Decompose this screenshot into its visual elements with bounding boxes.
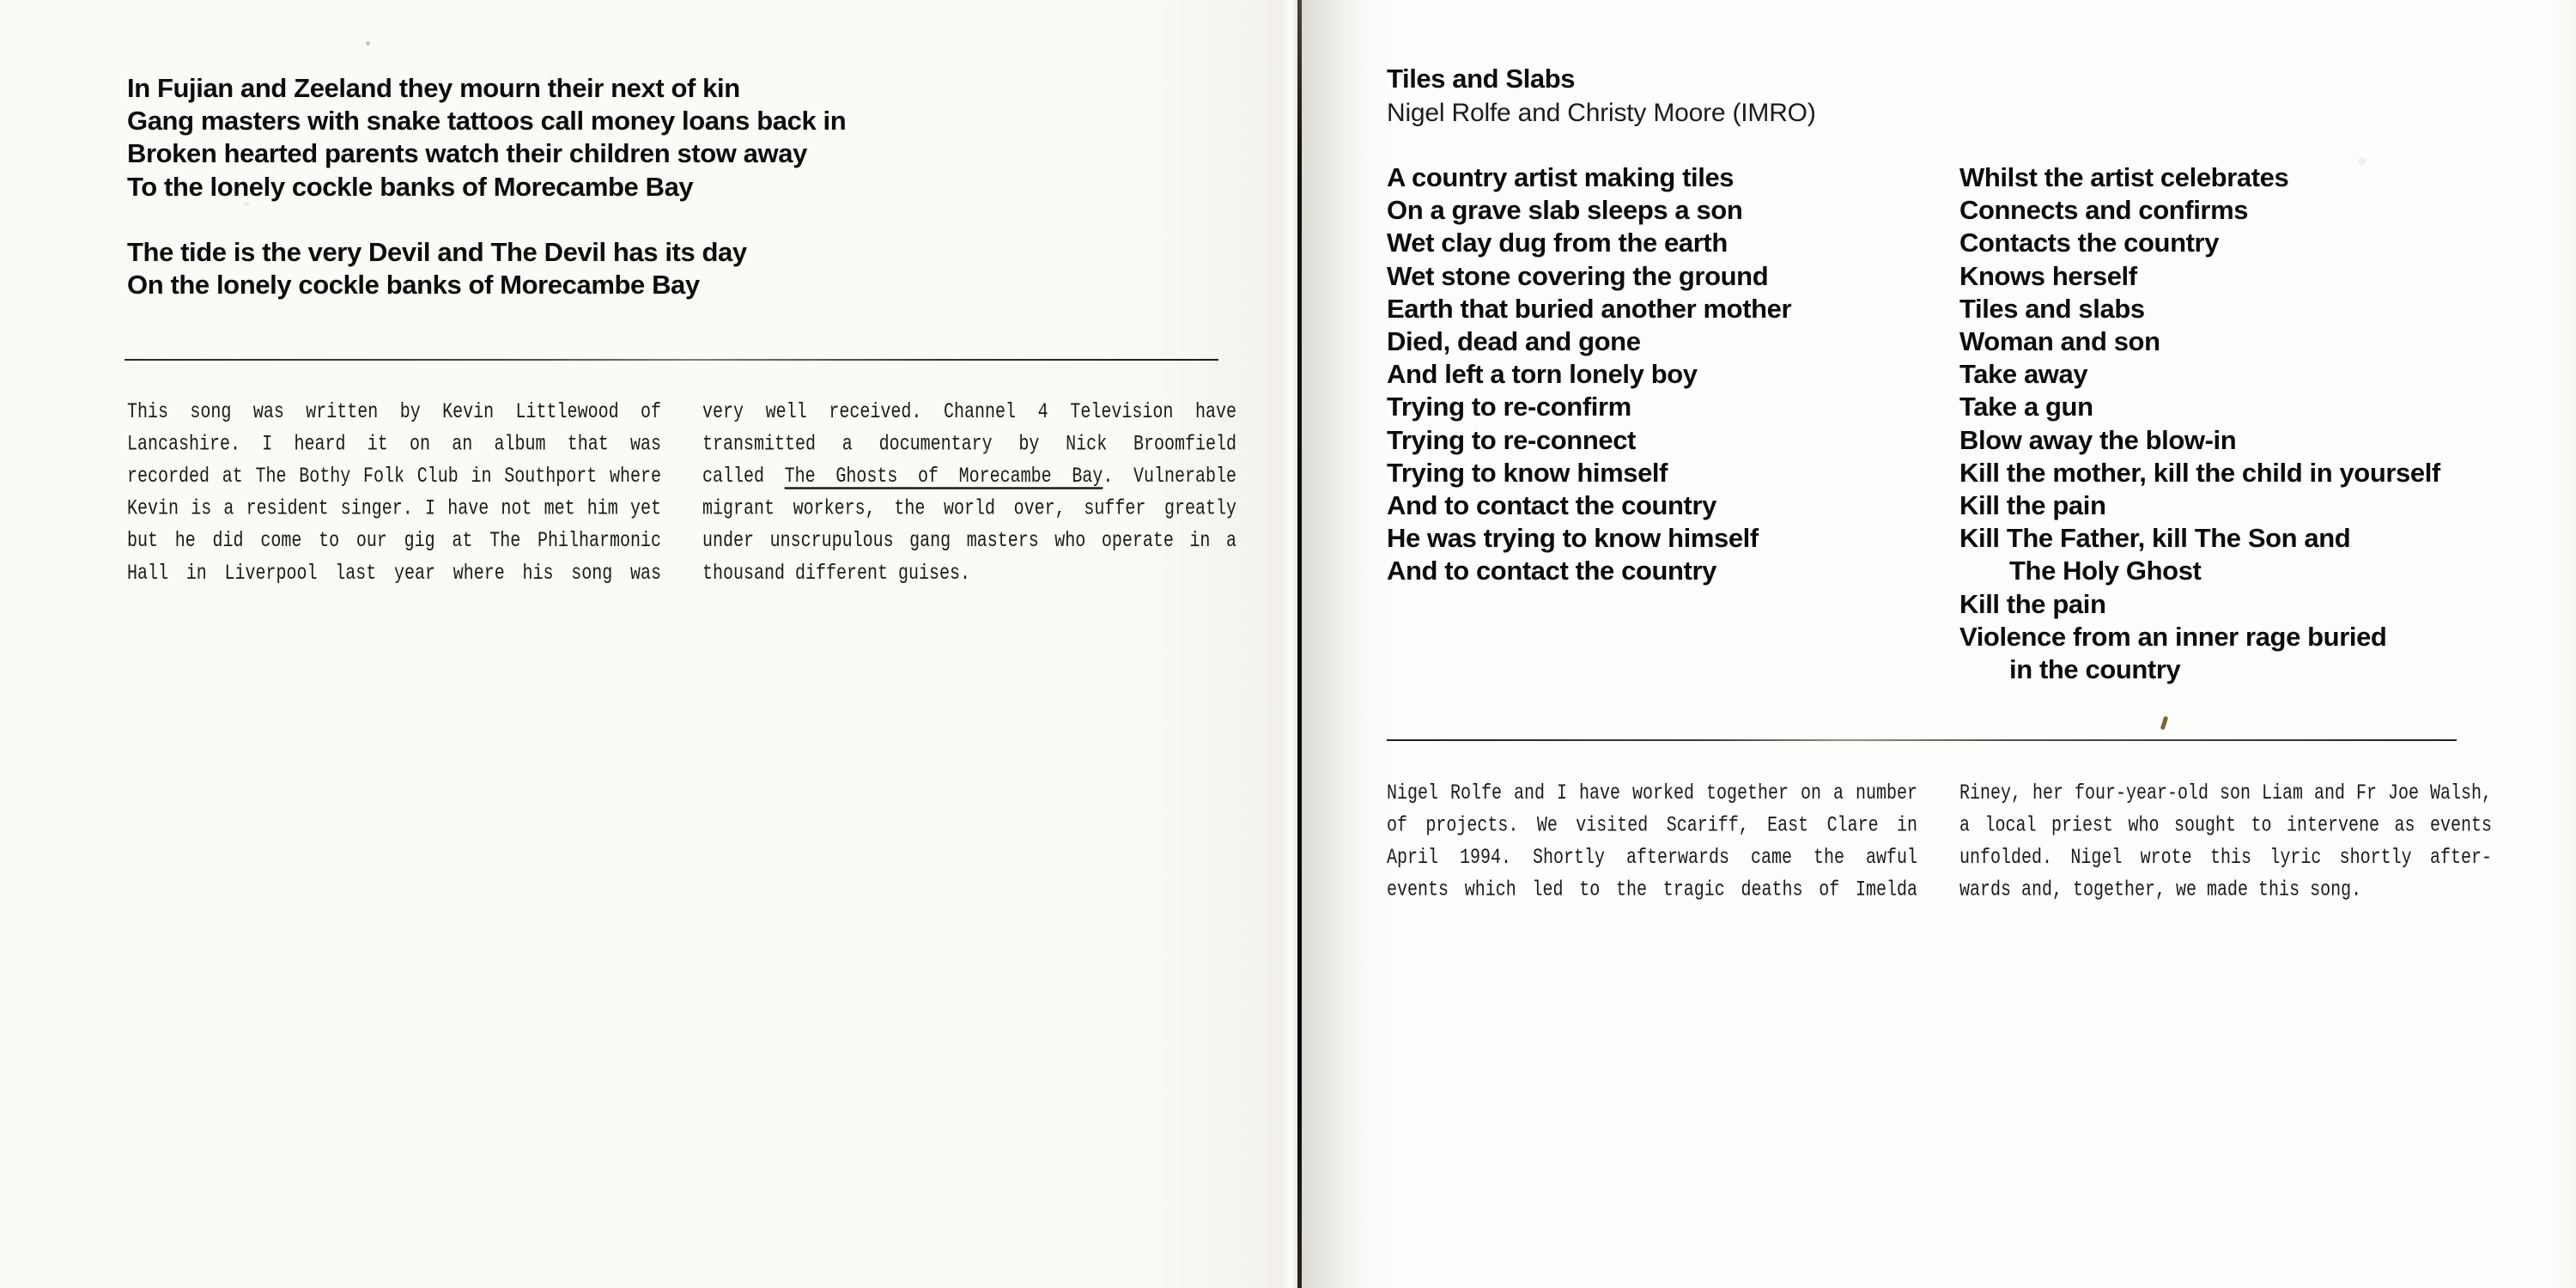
lyric-line: Died, dead and gone — [1387, 326, 1641, 357]
morecambe-bay-note-column-1 — [127, 397, 661, 591]
song-credit: Nigel Rolfe and Christy Moore (IMRO) — [1387, 99, 1816, 127]
left-page-divider-rule — [125, 359, 1218, 361]
note-line: under unscrupulous gang masters who operate in a — [702, 529, 1236, 554]
lyric-line: Connects and confirms — [1959, 195, 2249, 226]
note-line: thousand different guises. — [702, 561, 971, 586]
right-page-divider-rule — [1387, 739, 2457, 741]
tiles-and-slabs-note-column-1 — [1387, 778, 1917, 907]
note-line: April 1994. Shortly afterwards came the awful — [1387, 845, 1917, 871]
lyric-line: He was trying to know himself — [1387, 523, 1759, 554]
lyric-line: To the lonely cockle banks of Morecambe Bay — [127, 171, 694, 202]
note-line: This song was written by Kevin Littlewood of — [127, 399, 661, 425]
note-line: Kevin is a resident singer. I have not met him yet — [127, 496, 661, 522]
note-line: events which led to the tragic deaths of Imelda — [1387, 878, 1917, 903]
note-line: unfolded. Nigel wrote this lyric shortly after- — [1959, 845, 2492, 871]
lyric-line: In Fujian and Zeeland they mourn their next of kin — [127, 73, 740, 103]
lyric-line: Violence from an inner rage buried — [1959, 621, 2387, 652]
note-line: Nigel Rolfe and I have worked together on a number — [1387, 781, 1917, 806]
lyric-line: Take away — [1959, 359, 2088, 390]
note-line: wards and, together, we made this song. — [1959, 878, 2362, 903]
lyric-line: On the lonely cockle banks of Morecambe Bay — [127, 270, 700, 301]
morecambe-bay-note-column-2 — [702, 397, 1236, 591]
note-line: Lancashire. I heard it on an album that was — [127, 432, 661, 458]
lyric-line: And to contact the country — [1387, 490, 1716, 521]
lyric-line: Take a gun — [1959, 392, 2093, 422]
morecambe-bay-verse-2 — [127, 236, 747, 301]
lyric-line: Kill the pain — [1959, 588, 2106, 619]
lyric-line: And to contact the country — [1387, 556, 1716, 586]
lyric-line: Trying to re-confirm — [1387, 392, 1631, 422]
note-line: a local priest who sought to intervene as events — [1959, 813, 2492, 839]
underlined-phrase: The Ghosts of Morecambe Bay — [784, 464, 1103, 489]
lyric-line: Broken hearted parents watch their children stow away — [127, 138, 807, 169]
lyric-line: Trying to re-connect — [1387, 424, 1636, 455]
lyric-line: Gang masters with snake tattoos call money loans back in — [127, 106, 847, 137]
note-line: Riney, her four-year-old son Liam and Fr Joe Walsh, — [1959, 781, 2492, 806]
lyric-line: Earth that buried another mother — [1387, 293, 1792, 324]
note-line: but he did come to our gig at The Philharmonic — [127, 529, 661, 554]
tiles-and-slabs-note-column-2 — [1959, 778, 2492, 907]
left-page-edge — [1281, 0, 1298, 1288]
lyric-line: Blow away the blow-in — [1959, 424, 2237, 455]
note-line: transmitted a documentary by Nick Broomfield — [702, 432, 1236, 458]
lyric-line: Wet clay dug from the earth — [1387, 228, 1728, 258]
note-line: recorded at The Bothy Folk Club in Southport where — [127, 464, 661, 489]
song-title-block — [1387, 62, 1816, 131]
lyric-line: The Holy Ghost — [2009, 556, 2202, 586]
lyric-line: Whilst the artist celebrates — [1959, 162, 2289, 192]
lyric-line: The tide is the very Devil and The Devil has its day — [127, 237, 747, 267]
lyric-line: Kill The Father, kill The Son and — [1959, 523, 2351, 554]
lyric-line: Woman and son — [1959, 326, 2160, 357]
lyric-line: Kill the mother, kill the child in yourself — [1959, 457, 2440, 488]
tiles-and-slabs-lyrics-column-1 — [1387, 161, 1791, 588]
lyric-line: On a grave slab sleeps a son — [1387, 195, 1743, 226]
lyric-line: And left a torn lonely boy — [1387, 359, 1698, 390]
lyric-line: Trying to know himself — [1387, 457, 1668, 488]
note-line: very well received. Channel 4 Television have — [702, 399, 1236, 425]
lyric-line: in the country — [2009, 654, 2181, 685]
lyric-line: Knows herself — [1959, 260, 2137, 291]
lyric-line: Kill the pain — [1959, 490, 2106, 521]
lyric-line: Tiles and slabs — [1959, 293, 2145, 324]
lyric-line: A country artist making tiles — [1387, 162, 1735, 192]
song-title: Tiles and Slabs — [1387, 64, 1576, 94]
note-line: Hall in Liverpool last year where his song was — [127, 561, 661, 586]
tiles-and-slabs-lyrics-column-2 — [1959, 161, 2440, 686]
lyric-line: Wet stone covering the ground — [1387, 260, 1769, 291]
note-line: called The Ghosts of Morecambe Bay. Vulnerable — [702, 464, 1236, 489]
note-line: migrant workers, the world over, suffer greatly — [702, 496, 1236, 522]
note-line: of projects. We visited Scariff, East Clare in — [1387, 813, 1917, 839]
morecambe-bay-verse-1 — [127, 72, 846, 204]
lyric-line: Contacts the country — [1959, 228, 2220, 258]
